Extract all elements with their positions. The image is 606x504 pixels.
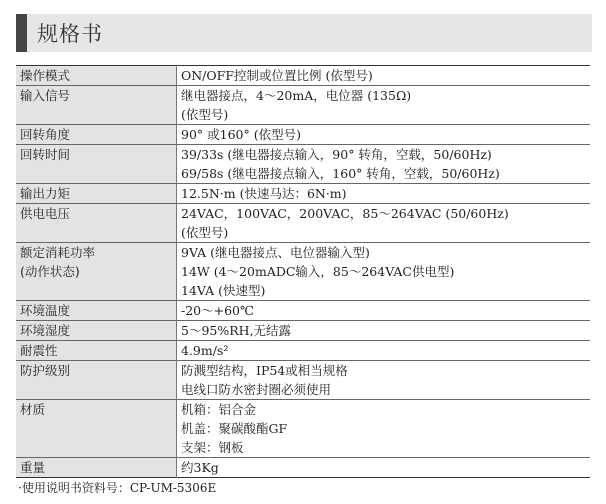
manual-reference-note: ·使用说明书资料号：CP-UM-5306E [18, 481, 217, 495]
spec-label-line: 供电电压 [20, 206, 71, 221]
spec-label [16, 243, 177, 301]
spec-value [177, 321, 591, 341]
spec-row [16, 184, 590, 204]
spec-label-line: 重量 [20, 460, 46, 475]
spec-value-line: ON/OFF控制或位置比例 (依型号) [181, 68, 373, 83]
spec-row [16, 145, 590, 184]
spec-value [177, 66, 591, 86]
spec-row [16, 243, 590, 301]
spec-row [16, 125, 590, 145]
spec-value [177, 361, 591, 400]
spec-value-line: 90° 或160° (依型号) [181, 127, 301, 142]
spec-value-line: 69/58s (继电器接点输入，160° 转角，空载，50/60Hz) [181, 166, 500, 181]
spec-row [16, 301, 590, 321]
spec-label-line: 材质 [20, 402, 46, 417]
spec-row [16, 400, 590, 458]
spec-label-line: 回转时间 [20, 147, 71, 162]
page-title: 规格书 [37, 22, 103, 46]
spec-value-line: 支架：钢板 [181, 440, 244, 455]
spec-label [16, 361, 177, 400]
spec-label [16, 66, 177, 86]
spec-row [16, 341, 590, 361]
spec-value-line: 12.5N·m (快速马达：6N·m) [181, 186, 347, 201]
spec-value [177, 341, 591, 361]
spec-label-line: (动作状态) [20, 264, 80, 279]
spec-value-line: 约3Kg [181, 460, 219, 475]
spec-value-line: 5～95%RH,无结露 [181, 323, 292, 338]
spec-value [177, 86, 591, 125]
spec-label [16, 301, 177, 321]
spec-row [16, 321, 590, 341]
spec-value-line: 防溅型结构，IP54或相当规格 [181, 363, 348, 378]
spec-value-line: 4.9m/s² [181, 343, 229, 358]
spec-value-line: 机盖：聚碳酸酯GF [181, 421, 288, 436]
spec-value [177, 145, 591, 184]
spec-value-line: 机箱：铝合金 [181, 402, 257, 417]
spec-value [177, 125, 591, 145]
spec-row [16, 86, 590, 125]
spec-label-line: 额定消耗功率 [20, 245, 96, 260]
spec-value-line: 继电器接点，4～20mA，电位器 (135Ω) [181, 88, 412, 103]
spec-value-line: 9VA (继电器接点、电位器输入型) [181, 245, 370, 260]
spec-value-line: -20～+60℃ [181, 303, 254, 318]
spec-table [16, 65, 590, 478]
spec-label-line: 输入信号 [20, 88, 71, 103]
spec-label-line: 操作模式 [20, 68, 71, 83]
spec-label [16, 400, 177, 458]
spec-row [16, 458, 590, 478]
spec-value-line: 14W (4～20mADC输入，85～264VAC供电型) [181, 264, 455, 279]
spec-label-line: 环境温度 [20, 303, 71, 318]
spec-label-line: 防护级别 [20, 363, 71, 378]
spec-label-line: 环境湿度 [20, 323, 71, 338]
spec-value [177, 184, 591, 204]
spec-label-line: 输出力矩 [20, 186, 71, 201]
spec-value-line: 24VAC，100VAC，200VAC，85～264VAC (50/60Hz) [181, 206, 509, 221]
spec-row [16, 204, 590, 243]
spec-label [16, 184, 177, 204]
spec-label-line: 耐震性 [20, 343, 58, 358]
spec-label [16, 458, 177, 478]
spec-row [16, 361, 590, 400]
spec-value [177, 458, 591, 478]
spec-value [177, 243, 591, 301]
spec-value [177, 301, 591, 321]
spec-value-line: 14VA (快速型) [181, 283, 266, 298]
spec-value-line: (依型号) [181, 225, 229, 240]
spec-label-line: 回转角度 [20, 127, 71, 142]
header-accent-bar [16, 14, 27, 52]
spec-label [16, 321, 177, 341]
spec-label [16, 145, 177, 184]
spec-label [16, 204, 177, 243]
section-header [16, 14, 592, 52]
spec-value-line: 39/33s (继电器接点输入，90° 转角，空载，50/60Hz) [181, 147, 492, 162]
spec-label [16, 86, 177, 125]
spec-value [177, 204, 591, 243]
spec-row [16, 66, 590, 86]
spec-label [16, 125, 177, 145]
spec-label [16, 341, 177, 361]
spec-value-line: 电线口防水密封圈必须使用 [181, 382, 332, 397]
spec-value-line: (依型号) [181, 107, 229, 122]
spec-value [177, 400, 591, 458]
